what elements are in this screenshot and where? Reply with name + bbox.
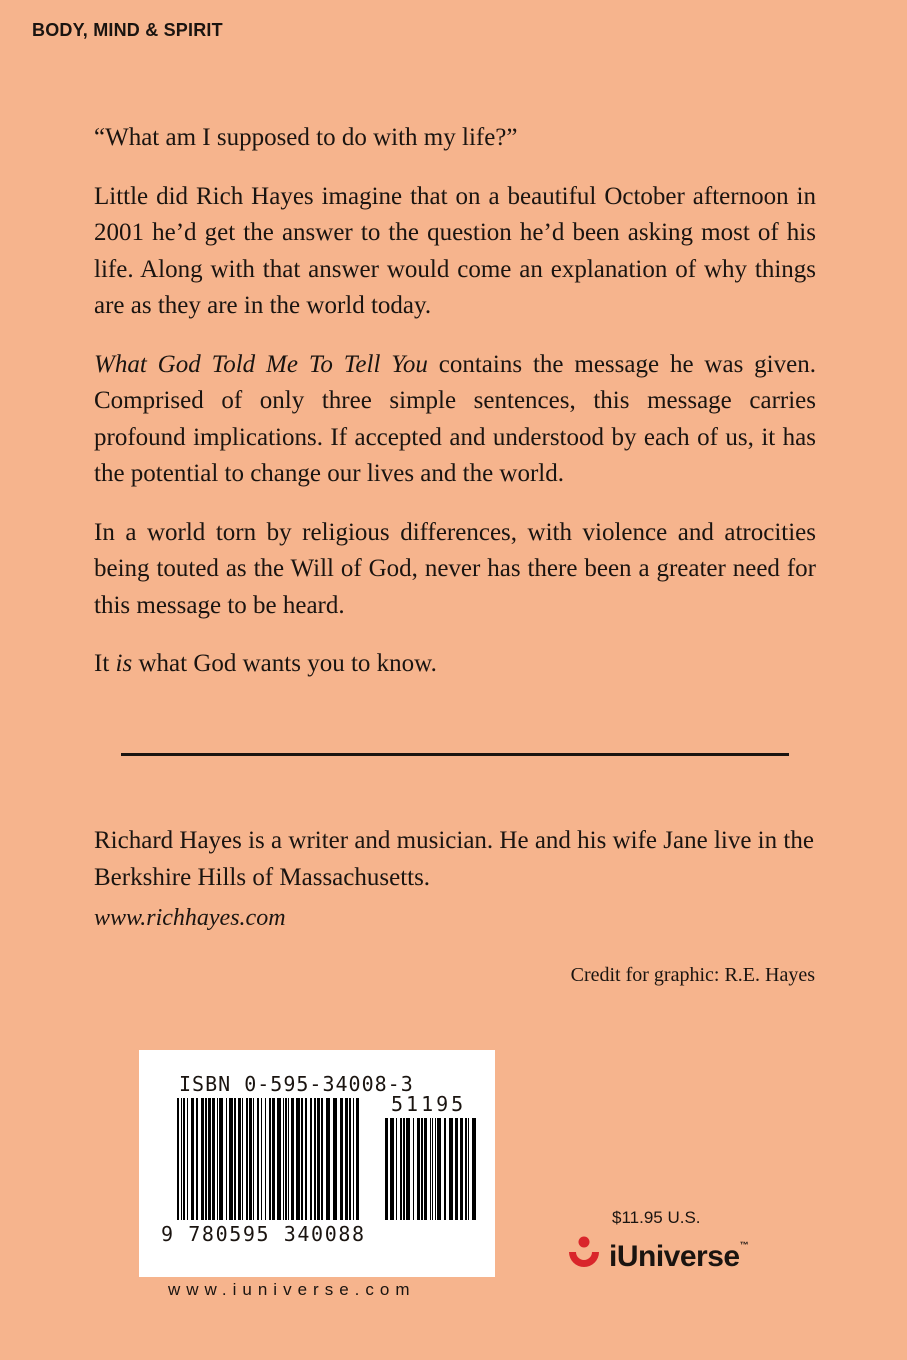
barcode-bar bbox=[321, 1098, 323, 1220]
barcode-bar bbox=[460, 1118, 463, 1220]
barcode-bar bbox=[310, 1098, 312, 1220]
barcode-bar bbox=[183, 1098, 185, 1220]
barcode-bar bbox=[291, 1098, 294, 1220]
barcode-bar bbox=[249, 1098, 252, 1220]
blurb-paragraph-2-text: contains the message he was given. Comprised of only three simple sentences, this message carries profound implications. If accepted and understood by each of us, it has the potential to change our lives and the world. bbox=[94, 350, 816, 487]
barcode-bar bbox=[356, 1098, 359, 1220]
barcode-bar bbox=[455, 1118, 458, 1220]
barcode-bar bbox=[191, 1098, 194, 1220]
graphic-credit: Credit for graphic: R.E. Hayes bbox=[570, 964, 815, 986]
closing-text-b: what God wants you to know. bbox=[132, 650, 437, 677]
barcode-bar bbox=[229, 1098, 233, 1220]
barcode-bar bbox=[444, 1118, 446, 1220]
publisher-name bbox=[609, 1240, 748, 1274]
barcode-bar bbox=[430, 1118, 431, 1220]
iuniverse-logo-icon bbox=[565, 1235, 603, 1279]
barcode-bar bbox=[201, 1098, 204, 1220]
barcode-bar bbox=[390, 1118, 394, 1220]
back-cover-blurb bbox=[94, 120, 816, 705]
barcode-bar bbox=[283, 1098, 284, 1220]
isbn-label: ISBN 0-595-34008-3 bbox=[179, 1072, 414, 1096]
author-bio-text: Richard Hayes is a writer and musician. He and his wife Jane live in the Berkshire Hills of Massachusetts. bbox=[94, 827, 814, 891]
barcode-bar bbox=[421, 1118, 423, 1220]
barcode-bar bbox=[205, 1098, 207, 1220]
author-bio bbox=[94, 823, 816, 896]
barcode-bar bbox=[208, 1098, 211, 1220]
barcode-bar bbox=[253, 1098, 254, 1220]
blurb-paragraph-3: In a world torn by religious differences, with violence and atrocities being touted as the Will of God, never has there been a greater need for this message to be heard. bbox=[94, 518, 816, 619]
book-title: What God Told Me To Tell You bbox=[94, 350, 428, 378]
barcode-bar bbox=[432, 1118, 433, 1220]
price-label: $11.95 U.S. bbox=[612, 1208, 701, 1227]
barcode-bar bbox=[269, 1098, 271, 1220]
barcode-bar bbox=[406, 1118, 410, 1220]
barcode-bar bbox=[196, 1098, 198, 1220]
barcode-bar bbox=[396, 1118, 397, 1220]
barcode-panel bbox=[139, 1050, 495, 1277]
barcode-bar bbox=[301, 1098, 303, 1220]
barcode-bar bbox=[403, 1118, 405, 1220]
publisher-url: www.iuniverse.com bbox=[168, 1280, 416, 1299]
barcode-bar bbox=[435, 1118, 436, 1220]
barcode-bar bbox=[234, 1098, 236, 1220]
ean-number: 9 780595 340088 bbox=[161, 1222, 366, 1246]
barcode-bar bbox=[449, 1118, 453, 1220]
barcode-bar bbox=[345, 1098, 348, 1220]
barcode-bar bbox=[238, 1098, 241, 1220]
barcode-bar bbox=[468, 1118, 469, 1220]
barcode-bar bbox=[187, 1098, 188, 1220]
barcode-bar bbox=[413, 1118, 414, 1220]
publisher-logo bbox=[565, 1234, 748, 1280]
barcode-bar bbox=[217, 1098, 218, 1220]
barcode-bar bbox=[212, 1098, 215, 1220]
publisher-name-text: iUniverse bbox=[609, 1240, 740, 1273]
trademark-symbol: ™ bbox=[739, 1240, 749, 1250]
barcode-bar bbox=[285, 1098, 287, 1220]
barcode-bar bbox=[314, 1098, 316, 1220]
barcode-bar bbox=[246, 1098, 248, 1220]
barcode-bar bbox=[226, 1098, 227, 1220]
barcode-bar bbox=[472, 1118, 476, 1220]
barcode-bar bbox=[400, 1118, 402, 1220]
barcode-bar bbox=[277, 1098, 281, 1220]
barcode-bar bbox=[353, 1098, 354, 1220]
barcode-bar bbox=[465, 1118, 467, 1220]
barcode-bar bbox=[437, 1118, 441, 1220]
barcode-bar bbox=[424, 1118, 427, 1220]
barcode-bar bbox=[385, 1118, 388, 1220]
barcode-bar bbox=[305, 1098, 307, 1220]
barcode-bar bbox=[257, 1098, 259, 1220]
barcode-bar bbox=[349, 1098, 351, 1220]
divider-rule bbox=[121, 753, 789, 756]
blurb-closing bbox=[94, 646, 816, 683]
blurb-paragraph-1: Little did Rich Hayes imagine that on a beautiful October afternoon in 2001 he’d get the answer to the question he’d been asking most of his life. Along with that answer would come an explanation of why things are as they are in the world today. bbox=[94, 182, 816, 319]
barcode-bar bbox=[265, 1098, 266, 1220]
barcode-bar bbox=[296, 1098, 300, 1220]
barcode-bar bbox=[219, 1098, 223, 1220]
barcode-bar bbox=[326, 1098, 330, 1220]
barcode-bar bbox=[340, 1098, 343, 1220]
barcode-bar bbox=[417, 1118, 420, 1220]
barcode-bar bbox=[317, 1098, 320, 1220]
barcode-bar bbox=[181, 1098, 182, 1220]
barcode-bar bbox=[288, 1098, 289, 1220]
author-website: www.richhayes.com bbox=[94, 905, 286, 931]
barcode-bar bbox=[272, 1098, 275, 1220]
barcode-bar bbox=[333, 1098, 337, 1220]
barcode-bar bbox=[242, 1098, 243, 1220]
barcode-bar bbox=[177, 1098, 179, 1220]
barcode-bar bbox=[261, 1098, 262, 1220]
price-code-label: 51195 bbox=[391, 1092, 467, 1116]
category-label: BODY, MIND & SPIRIT bbox=[32, 20, 223, 40]
closing-emphasis: is bbox=[115, 650, 133, 677]
blurb-paragraph-2 bbox=[94, 347, 816, 493]
blurb-question: “What am I supposed to do with my life?” bbox=[94, 124, 518, 151]
closing-text-a: It bbox=[94, 650, 116, 677]
